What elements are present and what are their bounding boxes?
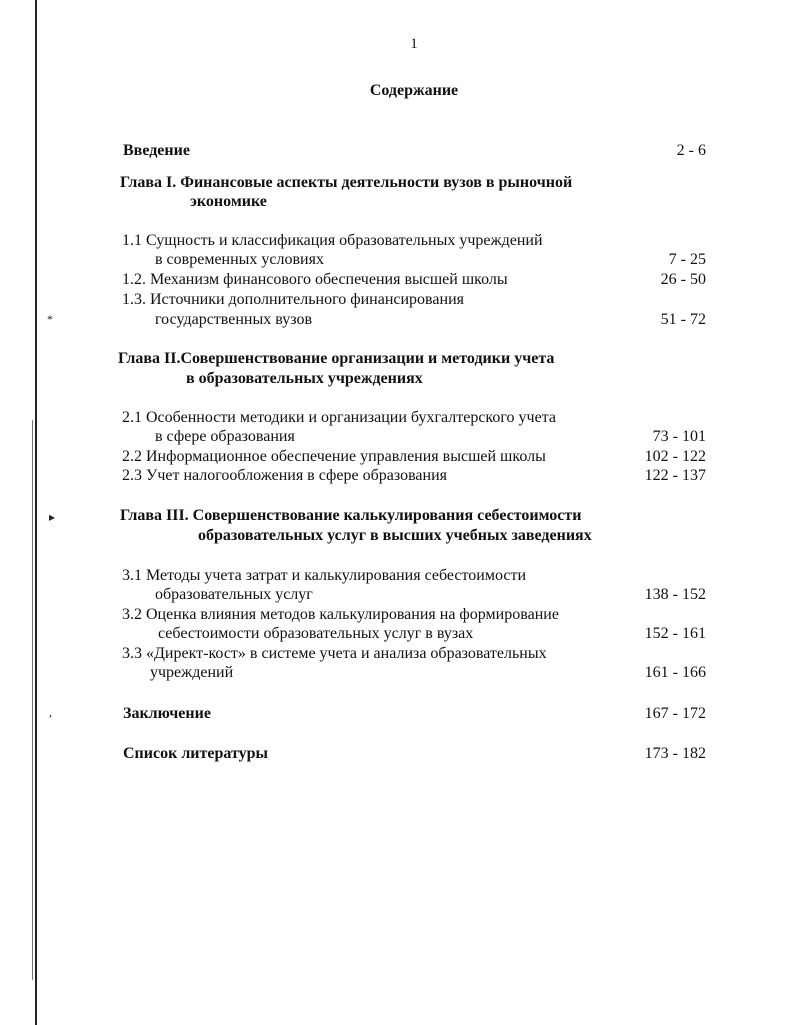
section-2-1: 2.1 Особенности методики и организации бухгалтерского учета — [122, 409, 556, 426]
chapter-2-heading-cont: в образовательных учреждениях — [186, 370, 423, 387]
section-3-3-cont: учреждений — [150, 664, 234, 681]
chapter-1-heading: Глава I. Финансовые аспекты деятельности вузов в рыночной — [120, 174, 573, 191]
section-1-3-cont: государственных вузов — [155, 311, 313, 328]
section-3-2-cont: себестоимости образовательных услуг в вузах — [158, 625, 474, 642]
section-3-3-pages: 161 - 166 — [644, 664, 706, 681]
chapter-3-heading-cont: образовательных услуг в высших учебных заведениях — [198, 527, 592, 544]
section-2-3: 2.3 Учет налогообложения в сфере образования — [122, 467, 447, 484]
section-3-1-pages: 138 - 152 — [644, 586, 706, 603]
toc-entry-intro-pages: 2 - 6 — [676, 142, 706, 159]
section-1-3: 1.3. Источники дополнительного финансирования — [122, 291, 464, 308]
margin-speck: * — [47, 312, 53, 326]
section-3-2: 3.2 Оценка влияния методов калькулирования на формирование — [122, 606, 559, 623]
toc-title: Содержание — [369, 82, 459, 99]
toc-entry-bibliography-pages: 173 - 182 — [644, 745, 706, 762]
section-2-1-cont: в сфере образования — [155, 428, 295, 445]
section-3-2-pages: 152 - 161 — [644, 625, 706, 642]
toc-entry-intro: Введение — [123, 142, 190, 159]
scan-binding-edge — [35, 0, 37, 1025]
section-3-3: 3.3 «Директ-кост» в системе учета и анализа образовательных — [122, 645, 547, 662]
toc-entry-bibliography: Список литературы — [123, 745, 268, 762]
section-1-2-pages: 26 - 50 — [660, 271, 706, 288]
section-3-1: 3.1 Методы учета затрат и калькулирования себестоимости — [122, 567, 527, 584]
margin-speck: , — [49, 705, 52, 719]
section-1-1-pages: 7 - 25 — [668, 251, 706, 268]
section-2-3-pages: 122 - 137 — [644, 467, 706, 484]
chapter-3-heading: Глава III. Совершенствование калькулирования себестоимости — [120, 507, 582, 524]
section-3-1-cont: образовательных услуг — [155, 586, 313, 603]
chapter-2-heading: Глава II.Совершенствование организации и методики учета — [118, 350, 555, 367]
chapter-1-heading-cont: экономике — [190, 193, 267, 210]
toc-entry-conclusion-pages: 167 - 172 — [644, 705, 706, 722]
margin-arrow-mark: ▸ — [49, 510, 56, 524]
section-2-1-pages: 73 - 101 — [652, 428, 706, 445]
page-number: 1 — [410, 36, 418, 52]
section-1-3-pages: 51 - 72 — [660, 311, 706, 328]
section-1-1: 1.1 Сущность и классификация образовательных учреждений — [122, 232, 543, 249]
section-2-2-pages: 102 - 122 — [644, 448, 706, 465]
section-2-2: 2.2 Информационное обеспечение управления высшей школы — [122, 448, 546, 465]
toc-entry-conclusion: Заключение — [123, 705, 211, 722]
scan-shadow-line — [32, 420, 33, 980]
section-1-2: 1.2. Механизм финансового обеспечения высшей школы — [122, 271, 508, 288]
section-1-1-cont: в современных условиях — [155, 251, 324, 268]
